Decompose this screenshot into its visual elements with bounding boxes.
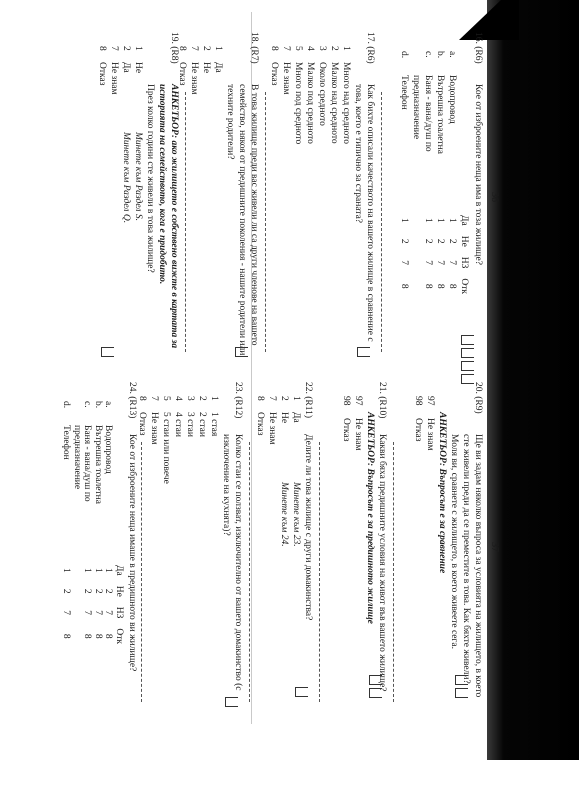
question-code: 17. (R6) (365, 32, 375, 64)
grid-row: a. Водопровод 1 2 7 8 (446, 46, 458, 299)
rotated-spread (61, 22, 504, 722)
answer-code[interactable]: 7 (435, 260, 445, 265)
answer-option[interactable]: 3 3 стаи (185, 396, 195, 437)
answer-option[interactable]: 1 Да (213, 46, 223, 73)
question-21 (340, 382, 388, 707)
separator (381, 92, 382, 352)
answer-option[interactable]: 8 Отказ (177, 46, 187, 86)
answer-code[interactable]: 7 (423, 260, 433, 265)
question-text: Кое от изброените неща имаше в предишното ви жилище? (127, 434, 137, 672)
question-subtext: Моля ви, сравнете с жилището, в което живеете сега. (449, 434, 459, 649)
question-code: 19. (R8) (169, 32, 179, 64)
separator (393, 442, 394, 702)
question-text: Кое от изброените неща има в тоза жилище? (473, 84, 483, 265)
answer-code[interactable]: 8 (82, 633, 93, 639)
answer-option[interactable]: 7 Не знам (109, 46, 119, 95)
answer-box[interactable] (225, 694, 238, 707)
question-code: 21. (R10) (377, 382, 387, 419)
answer-option[interactable]: 4 4 стаи (173, 396, 183, 437)
separator (249, 442, 250, 702)
column-header: Отк (459, 278, 469, 295)
routing-instruction: Минете към Раздел S. (133, 132, 143, 222)
interviewer-instruction: АНКЕТЬОР: ако жилището е собствено вижте в картата за историята на семейството, кога е придобито. (157, 84, 179, 349)
answer-code[interactable]: 7 (93, 610, 103, 615)
grid-row: c. Баня - вана/душ по предназначение 1 2 7 8 (72, 396, 93, 649)
answer-code[interactable]: 1 (103, 567, 114, 573)
answer-code[interactable]: 1 (93, 567, 103, 573)
answer-code[interactable]: 1 (399, 217, 409, 223)
answer-option[interactable]: 2 Не Минете към 24. (279, 396, 289, 547)
answer-code[interactable]: 8 (93, 633, 103, 639)
answer-option[interactable]: 2 Да Минете към Раздел Q. (121, 46, 131, 224)
separator (141, 442, 142, 702)
question-18 (176, 32, 260, 357)
question-code: 24. (R13) (127, 382, 137, 419)
answer-option[interactable]: 7 Не знам (189, 46, 199, 95)
answer-option[interactable]: 8 Отказ (255, 396, 265, 436)
question-text: Делите ли това жилище с други домакинства? (303, 434, 313, 621)
answer-option[interactable]: 5 Много под средното (293, 46, 303, 145)
answer-box[interactable] (101, 344, 114, 357)
question-text: През колко години сте живели в това жилище? (145, 84, 155, 273)
answer-option[interactable]: 97 Не знам (353, 396, 363, 451)
answer-code[interactable]: 2 (435, 238, 445, 244)
answer-option[interactable]: 2 Малко над средното (329, 46, 339, 144)
answer-option[interactable]: 8 Отказ (97, 46, 107, 86)
answer-boxes[interactable] (455, 672, 468, 698)
question-text: Как бихте описали качеството на вашето жилище в сравнение с това, което е типично за страната? (353, 84, 375, 342)
grid-row: c. Баня - вана/душ по предназначение 1 2 7 8 (410, 46, 434, 299)
answer-code[interactable]: 1 (61, 567, 72, 573)
answer-code[interactable]: 2 (103, 588, 114, 594)
answer-boxes[interactable] (461, 332, 474, 384)
question-code: 16. (R6) (473, 32, 483, 64)
separator (319, 442, 320, 702)
grid-row: b. Вътрешна тоалетна 1 2 7 8 (93, 396, 104, 649)
answer-grid (61, 396, 124, 649)
question-code: 22. (R11) (303, 382, 313, 419)
answer-code[interactable]: 2 (61, 588, 72, 594)
answer-option[interactable]: 98 Отказ (413, 396, 423, 442)
answer-code[interactable]: 2 (93, 588, 103, 594)
separator (265, 92, 266, 352)
answer-option[interactable]: 7 Не знам (267, 396, 277, 445)
right-page (61, 382, 504, 712)
answer-option[interactable]: 1 1 стая (209, 396, 219, 437)
question-text: Какви бяха предишните условия на живот във вашето жилище? (377, 434, 387, 692)
answer-option[interactable]: 7 Не знам (281, 46, 291, 95)
column-header: Да (114, 565, 124, 576)
grid-row: a. Водопровод 1 2 7 8 (103, 396, 114, 649)
answer-option[interactable]: 5 5 стаи или повече (161, 396, 171, 484)
grid-row: d. Телефон 1 2 7 8 (61, 396, 72, 649)
answer-box[interactable] (295, 684, 308, 697)
answer-option[interactable]: 1 Не Минете към Раздел S. (133, 46, 143, 222)
answer-code[interactable]: 8 (435, 283, 445, 289)
answer-option[interactable]: 98 Отказ (341, 396, 351, 442)
answer-code[interactable]: 7 (103, 610, 114, 615)
answer-option[interactable]: 7 Не знам (149, 396, 159, 445)
question-19 (96, 32, 180, 357)
question-16 (398, 32, 484, 357)
routing-instruction: Минете към Раздел Q. (121, 132, 131, 224)
column-header: Отк (114, 628, 124, 645)
answer-box[interactable] (357, 344, 370, 357)
answer-code[interactable]: 1 (447, 217, 457, 223)
page-number: 37 (489, 542, 500, 552)
answer-code[interactable]: 8 (103, 633, 114, 639)
column-header: Не (459, 235, 469, 247)
answer-option[interactable]: 4 Малко под средното (305, 46, 315, 144)
question-20 (412, 382, 484, 707)
answer-boxes[interactable] (369, 672, 382, 698)
question-text: В това жилище преди вас живели ли са други членове на вашето семейство, някоя от предишните поколения - нашите родители или техните родители? (225, 84, 259, 356)
question-22 (254, 382, 314, 707)
question-code: 20. (R9) (473, 382, 483, 414)
routing-instruction: Минете към 23. (291, 482, 301, 547)
answer-code[interactable]: 8 (423, 283, 433, 289)
column-header: НЗ (114, 606, 124, 619)
answer-code[interactable]: 7 (447, 260, 457, 265)
question-24 (61, 382, 138, 707)
question-code: 18. (R7) (249, 32, 259, 64)
answer-code[interactable]: 1 (423, 217, 433, 223)
question-23 (136, 382, 244, 707)
answer-code[interactable]: 2 (82, 588, 93, 594)
answer-code[interactable]: 8 (399, 283, 409, 289)
answer-code[interactable]: 2 (399, 238, 409, 244)
column-header: НЗ (459, 256, 469, 269)
answer-code[interactable]: 1 (82, 567, 93, 573)
answer-option[interactable]: 1 Много над средното (341, 46, 351, 144)
question-code: 23. (R12) (233, 382, 243, 419)
grid-row: d. Телефон 1 2 7 8 (398, 46, 410, 299)
left-page (74, 32, 504, 362)
answer-option[interactable]: 8 Отказ (269, 46, 279, 86)
answer-option[interactable]: 97 Не знам (425, 396, 435, 451)
answer-option[interactable]: 1 Да Минете към 23. (291, 396, 301, 547)
answer-code[interactable]: 1 (435, 217, 445, 223)
question-17 (268, 32, 376, 357)
answer-option[interactable]: 2 Не (201, 46, 211, 74)
answer-box[interactable] (235, 344, 248, 357)
answer-code[interactable]: 2 (447, 238, 457, 244)
interviewer-instruction: АНКЕТЬОР: Въпросът е за сравнение (437, 412, 447, 574)
answer-code[interactable]: 7 (82, 610, 93, 615)
answer-option[interactable]: 2 2 стаи (197, 396, 207, 437)
page-number: 36 (489, 192, 500, 202)
separator (185, 92, 186, 352)
answer-code[interactable]: 2 (423, 238, 433, 244)
column-header: Да (459, 215, 469, 226)
answer-code[interactable]: 8 (61, 633, 72, 639)
answer-grid (398, 46, 470, 299)
answer-code[interactable]: 8 (447, 283, 457, 289)
routing-instruction: Минете към 24. (279, 482, 289, 547)
interviewer-instruction: АНКЕТЬОР: Въпросът е за предишното жилище (365, 412, 375, 624)
answer-option[interactable]: 8 Отказ (137, 396, 147, 436)
answer-option[interactable]: 3 Около средното (317, 46, 327, 126)
answer-code[interactable]: 7 (399, 260, 409, 265)
grid-row: b. Вътрешна тоалетна 1 2 7 8 (434, 46, 446, 299)
question-text: Ще ви задам няколко въпроса за условията на жилището, в което сте живели преди да се преместите в това. Как бяхте живели? (461, 434, 483, 698)
question-text: Колко стаи се ползват, изключително от вашето домакинство (с изключение на кухнята)? (221, 434, 243, 691)
answer-code[interactable]: 7 (61, 610, 72, 615)
column-header: Не (114, 585, 124, 597)
